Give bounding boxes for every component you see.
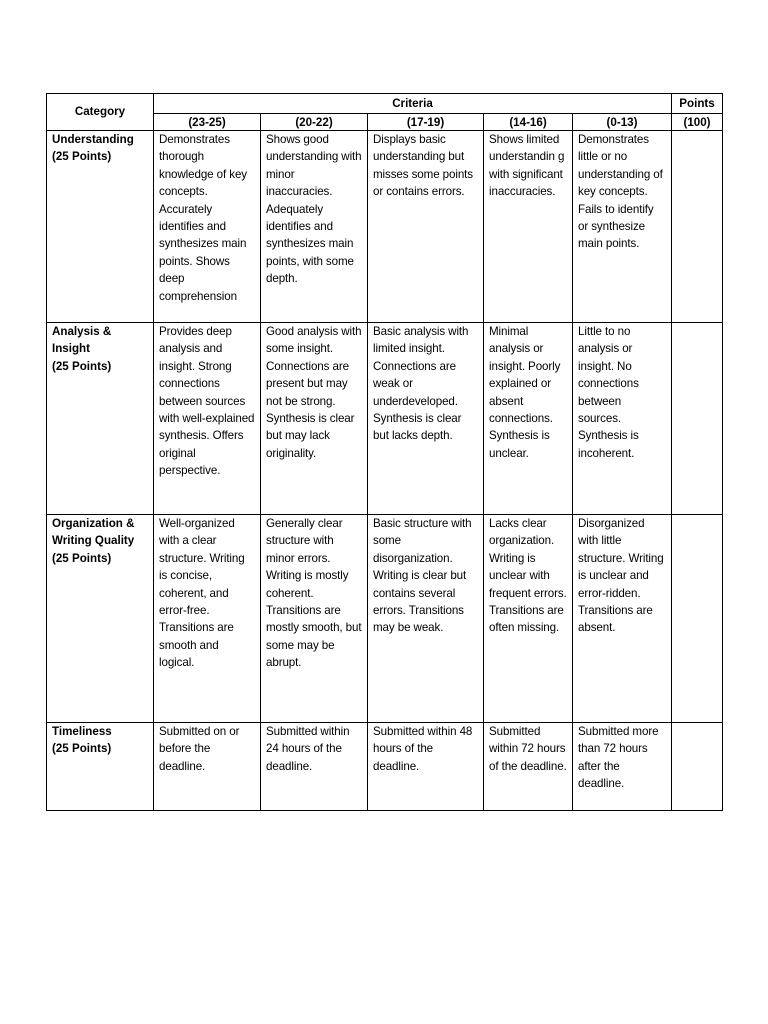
criteria-cell: Provides deep analysis and insight. Strong connections between sources with well-explained synthesis. Offers original perspective.	[154, 323, 261, 515]
category-cell	[47, 515, 154, 723]
criteria-cell: Disorganized with little structure. Writing is unclear and error-ridden. Transitions are absent.	[573, 515, 672, 723]
criteria-cell: Displays basic understanding but misses some points or contains errors.	[368, 131, 484, 323]
criteria-cell: Demonstrates thorough knowledge of key concepts. Accurately identifies and synthesizes main points. Shows deep comprehension	[154, 131, 261, 323]
points-cell	[672, 515, 723, 723]
points-cell	[672, 131, 723, 323]
rubric-table	[46, 93, 723, 811]
criteria-cell: Shows limited understandin g with significant inaccuracies.	[484, 131, 573, 323]
criteria-cell: Generally clear structure with minor errors. Writing is mostly coherent. Transitions are mostly smooth, but some may be abrupt.	[261, 515, 368, 723]
category-name: Timeliness	[52, 725, 112, 738]
table-row	[47, 323, 723, 515]
criteria-cell: Shows good understanding with minor inaccuracies. Adequately identifies and synthesizes main points, with some depth.	[261, 131, 368, 323]
criteria-cell: Lacks clear organization. Writing is unclear with frequent errors. Transitions are often missing.	[484, 515, 573, 723]
criteria-cell: Demonstrates little or no understanding of key concepts. Fails to identify or synthesize main points.	[573, 131, 672, 323]
category-header: Category	[47, 94, 154, 131]
range-header: (23-25)	[154, 114, 261, 131]
criteria-cell: Submitted within 72 hours of the deadline.	[484, 723, 573, 811]
criteria-cell: Submitted within 48 hours of the deadline.	[368, 723, 484, 811]
criteria-cell: Submitted more than 72 hours after the deadline.	[573, 723, 672, 811]
range-header: (20-22)	[261, 114, 368, 131]
category-cell	[47, 131, 154, 323]
total-points-header: (100)	[672, 114, 723, 131]
criteria-cell: Submitted within 24 hours of the deadline.	[261, 723, 368, 811]
criteria-cell: Well-organized with a clear structure. Writing is concise, coherent, and error-free. Transitions are smooth and logical.	[154, 515, 261, 723]
table-row	[47, 723, 723, 811]
criteria-header: Criteria	[154, 94, 672, 114]
points-cell	[672, 323, 723, 515]
table-row	[47, 515, 723, 723]
category-points: (25 Points)	[52, 742, 112, 756]
category-cell	[47, 723, 154, 811]
criteria-cell: Little to no analysis or insight. No connections between sources. Synthesis is incoherent.	[573, 323, 672, 515]
range-header: (0-13)	[573, 114, 672, 131]
category-points: (25 Points)	[52, 551, 112, 565]
criteria-cell: Minimal analysis or insight. Poorly explained or absent connections. Synthesis is unclear.	[484, 323, 573, 515]
table-row	[47, 131, 723, 323]
criteria-cell: Good analysis with some insight. Connections are present but may not be strong. Synthesis is clear but may lack originality.	[261, 323, 368, 515]
range-header: (17-19)	[368, 114, 484, 131]
category-points: (25 Points)	[52, 150, 112, 164]
category-name: Insight	[52, 342, 90, 356]
category-name: Organization &	[52, 517, 135, 530]
category-points: (25 Points)	[52, 359, 112, 373]
header-row	[47, 94, 723, 114]
criteria-cell: Basic structure with some disorganization. Writing is clear but contains several errors. Transitions may be weak.	[368, 515, 484, 723]
category-cell	[47, 323, 154, 515]
range-header: (14-16)	[484, 114, 573, 131]
criteria-cell: Basic analysis with limited insight. Connections are weak or underdeveloped. Synthesis is clear but lacks depth.	[368, 323, 484, 515]
criteria-cell: Submitted on or before the deadline.	[154, 723, 261, 811]
category-name: Writing Quality	[52, 534, 135, 548]
category-name: Analysis &	[52, 325, 112, 338]
category-name: Understanding	[52, 133, 134, 146]
points-header: Points	[672, 94, 723, 114]
points-cell	[672, 723, 723, 811]
